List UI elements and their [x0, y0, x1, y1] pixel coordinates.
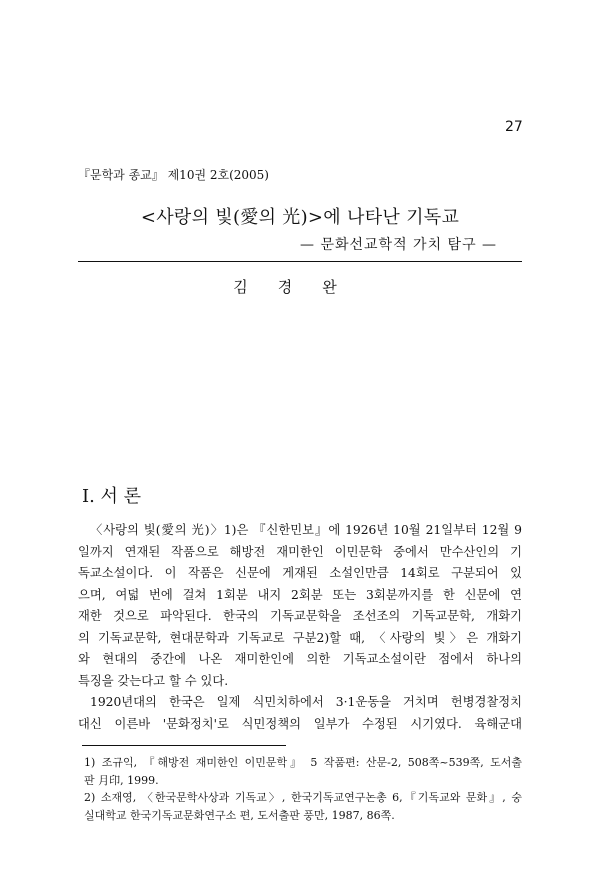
- footnote-line: 실대학교 한국기독교문화연구소 편, 도서출판 풍만, 1987, 86쪽.: [84, 808, 395, 822]
- author-name: 김경완: [233, 278, 367, 296]
- footnote-divider: [82, 745, 286, 746]
- body-line: 재한 것으로 파악된다. 한국의 기독교문학을 조선조의 기독교문학, 개화기: [78, 609, 522, 623]
- body-line: 일까지 연재된 작품으로 해방전 재미한인 이민문학 중에서 만수산인의 기: [78, 544, 522, 559]
- body-line: 와 현대의 중간에 나온 재미한인에 의한 기독교소설이란 점에서 하나의: [78, 652, 522, 666]
- footnote-line: 2) 소재영, 〈한국문학사상과 기독교〉, 한국기독교연구논총 6,『기독교와 문화』, 숭: [84, 791, 522, 804]
- footnotes: [78, 754, 522, 824]
- journal-citation: 『문학과 종교』 제10권 2호(2005): [78, 168, 269, 182]
- page-number: 27: [505, 119, 523, 135]
- body-line: 대신 이른바 '문화정치'로 식민정책의 일부가 수정된 시기였다. 육해군대: [78, 716, 522, 731]
- footnote-line: 판 月印, 1999.: [84, 773, 159, 787]
- title-divider: [78, 261, 522, 262]
- article-title: <사랑의 빛(愛의 光)>에 나타난 기독교: [140, 207, 460, 228]
- section-heading: Ⅰ. 서 론: [82, 486, 142, 507]
- body-line: 특징을 갖는다고 할 수 있다.: [78, 673, 229, 688]
- article-subtitle: — 문화선교학적 가치 탐구 —: [300, 237, 498, 253]
- footnote-line: 1) 조규익, 『해방전 재미한인 이민문학』 5 작품편: 산문-2, 508쪽~539쪽, 도서출: [84, 756, 522, 769]
- body-line: 으며, 여덟 번에 걸쳐 1회분 내지 2회분 또는 3회분까지를 한 신문에 연: [78, 587, 522, 602]
- body-text: [78, 520, 522, 735]
- body-line: 독교소설이다. 이 작품은 신문에 게재된 소설인만큼 14회로 구분되어 있: [78, 566, 522, 580]
- body-line: 1920년대의 한국은 일제 식민치하에서 3·1운동을 거치며 헌병경찰정치: [90, 695, 522, 709]
- body-line: 의 기독교문학, 현대문학과 기독교로 구분2)할 때, 〈사랑의 빛〉은 개화기: [78, 630, 522, 645]
- body-line: 〈사랑의 빛(愛의 光)〉1)은 『신한민보』에 1926년 10월 21일부터 12월 9: [90, 523, 522, 537]
